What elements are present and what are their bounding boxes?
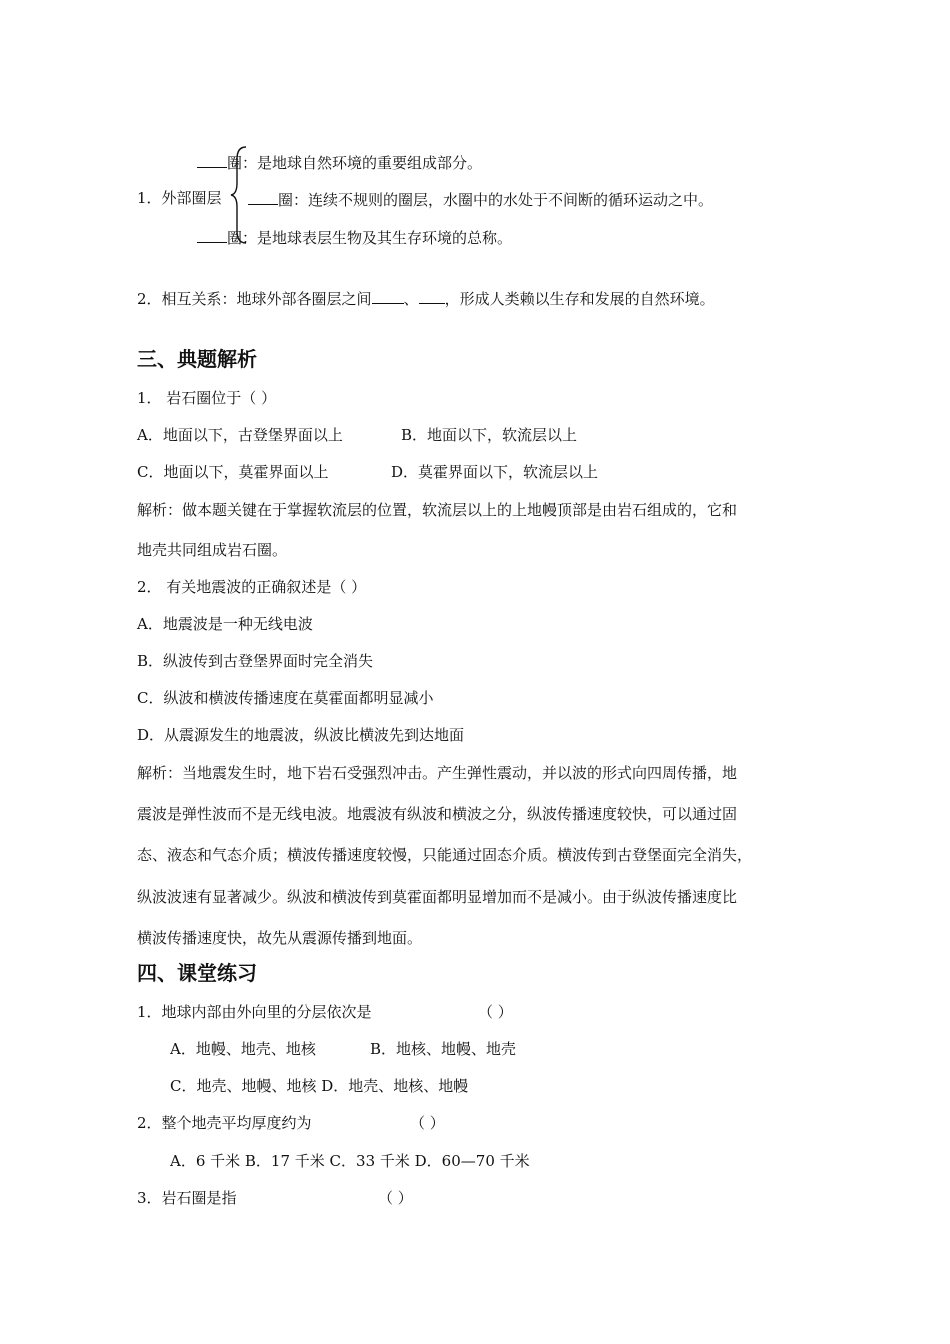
- question-1: 1． 岩石圈位于（ ）: [137, 389, 277, 407]
- exercise-1: 1．地球内部由外向里的分层依次是: [137, 1003, 372, 1021]
- option-d: D．从震源发生的地震波，纵波比横波先到达地面: [137, 726, 465, 744]
- question-2: 2． 有关地震波的正确叙述是（ ）: [137, 578, 367, 596]
- outer-row-2: 圈：连续不规则的圈层，水圈中的水处于不间断的循环运动之中。: [248, 188, 713, 210]
- section-heading-4: 四、课堂练习: [137, 961, 257, 985]
- fill-blank: [197, 151, 227, 168]
- analysis-text: 解析：做本题关键在于掌握软流层的位置，软流层以上的上地幔顶部是由岩石组成的，它和: [137, 501, 738, 519]
- analysis-text: 地壳共同组成岩石圈。: [137, 541, 288, 559]
- answer-paren: （ ）: [410, 1114, 445, 1132]
- outer-row-1: 圈：是地球自然环境的重要组成部分。: [197, 151, 482, 173]
- answer-paren: （ ）: [478, 1003, 513, 1021]
- fill-blank: [372, 287, 404, 304]
- option-a: A．地震波是一种无线电波: [137, 615, 313, 633]
- option-cd: C．地壳、地幔、地核 D．地壳、地核、地幔: [170, 1077, 469, 1095]
- outer-row-3: 圈：是地球表层生物及其生存环境的总称。: [197, 226, 512, 248]
- option-b: B．纵波传到古登堡界面时完全消失: [137, 652, 374, 670]
- section-heading-3: 三、典题解析: [137, 347, 257, 371]
- analysis-text: 态、液态和气态介质；横波传播速度较慢，只能通过固态介质。横波传到古登堡面完全消失，: [137, 846, 753, 864]
- item1-label: 1．外部圈层: [137, 189, 222, 207]
- option-a: A．地幔、地壳、地核: [170, 1040, 316, 1058]
- exercise-2: 2．整个地壳平均厚度约为: [137, 1114, 312, 1132]
- option-c: C．地面以下，莫霍界面以上: [137, 463, 329, 481]
- analysis-text: 解析：当地震发生时，地下岩石受强烈冲击。产生弹性震动，并以波的形式向四周传播，地: [137, 764, 738, 782]
- relationship-line: 2．相互关系：地球外部各圈层之间 、 ，形成人类赖以生存和发展的自然环境。: [137, 287, 715, 309]
- analysis-text: 横波传播速度快，故先从震源传播到地面。: [137, 929, 423, 947]
- option-d: D．莫霍界面以下，软流层以上: [391, 463, 599, 481]
- fill-blank: [419, 287, 445, 304]
- analysis-text: 震波是弹性波而不是无线电波。地震波有纵波和横波之分，纵波传播速度较快，可以通过固: [137, 805, 738, 823]
- option-a: A．地面以下，古登堡界面以上: [137, 426, 343, 444]
- exercise-3: 3．岩石圈是指: [137, 1189, 237, 1207]
- option-b: B．地面以下，软流层以上: [401, 426, 578, 444]
- fill-blank: [248, 188, 278, 205]
- options-row: A．6 千米 B．17 千米 C．33 千米 D．60—70 千米: [170, 1152, 530, 1170]
- option-c: C．纵波和横波传播速度在莫霍面都明显减小: [137, 689, 434, 707]
- option-b: B．地核、地幔、地壳: [370, 1040, 517, 1058]
- answer-paren: （ ）: [378, 1189, 413, 1207]
- fill-blank: [197, 226, 227, 243]
- analysis-text: 纵波波速有显著减少。纵波和横波传到莫霍面都明显增加而不是减小。由于纵波传播速度比: [137, 888, 738, 906]
